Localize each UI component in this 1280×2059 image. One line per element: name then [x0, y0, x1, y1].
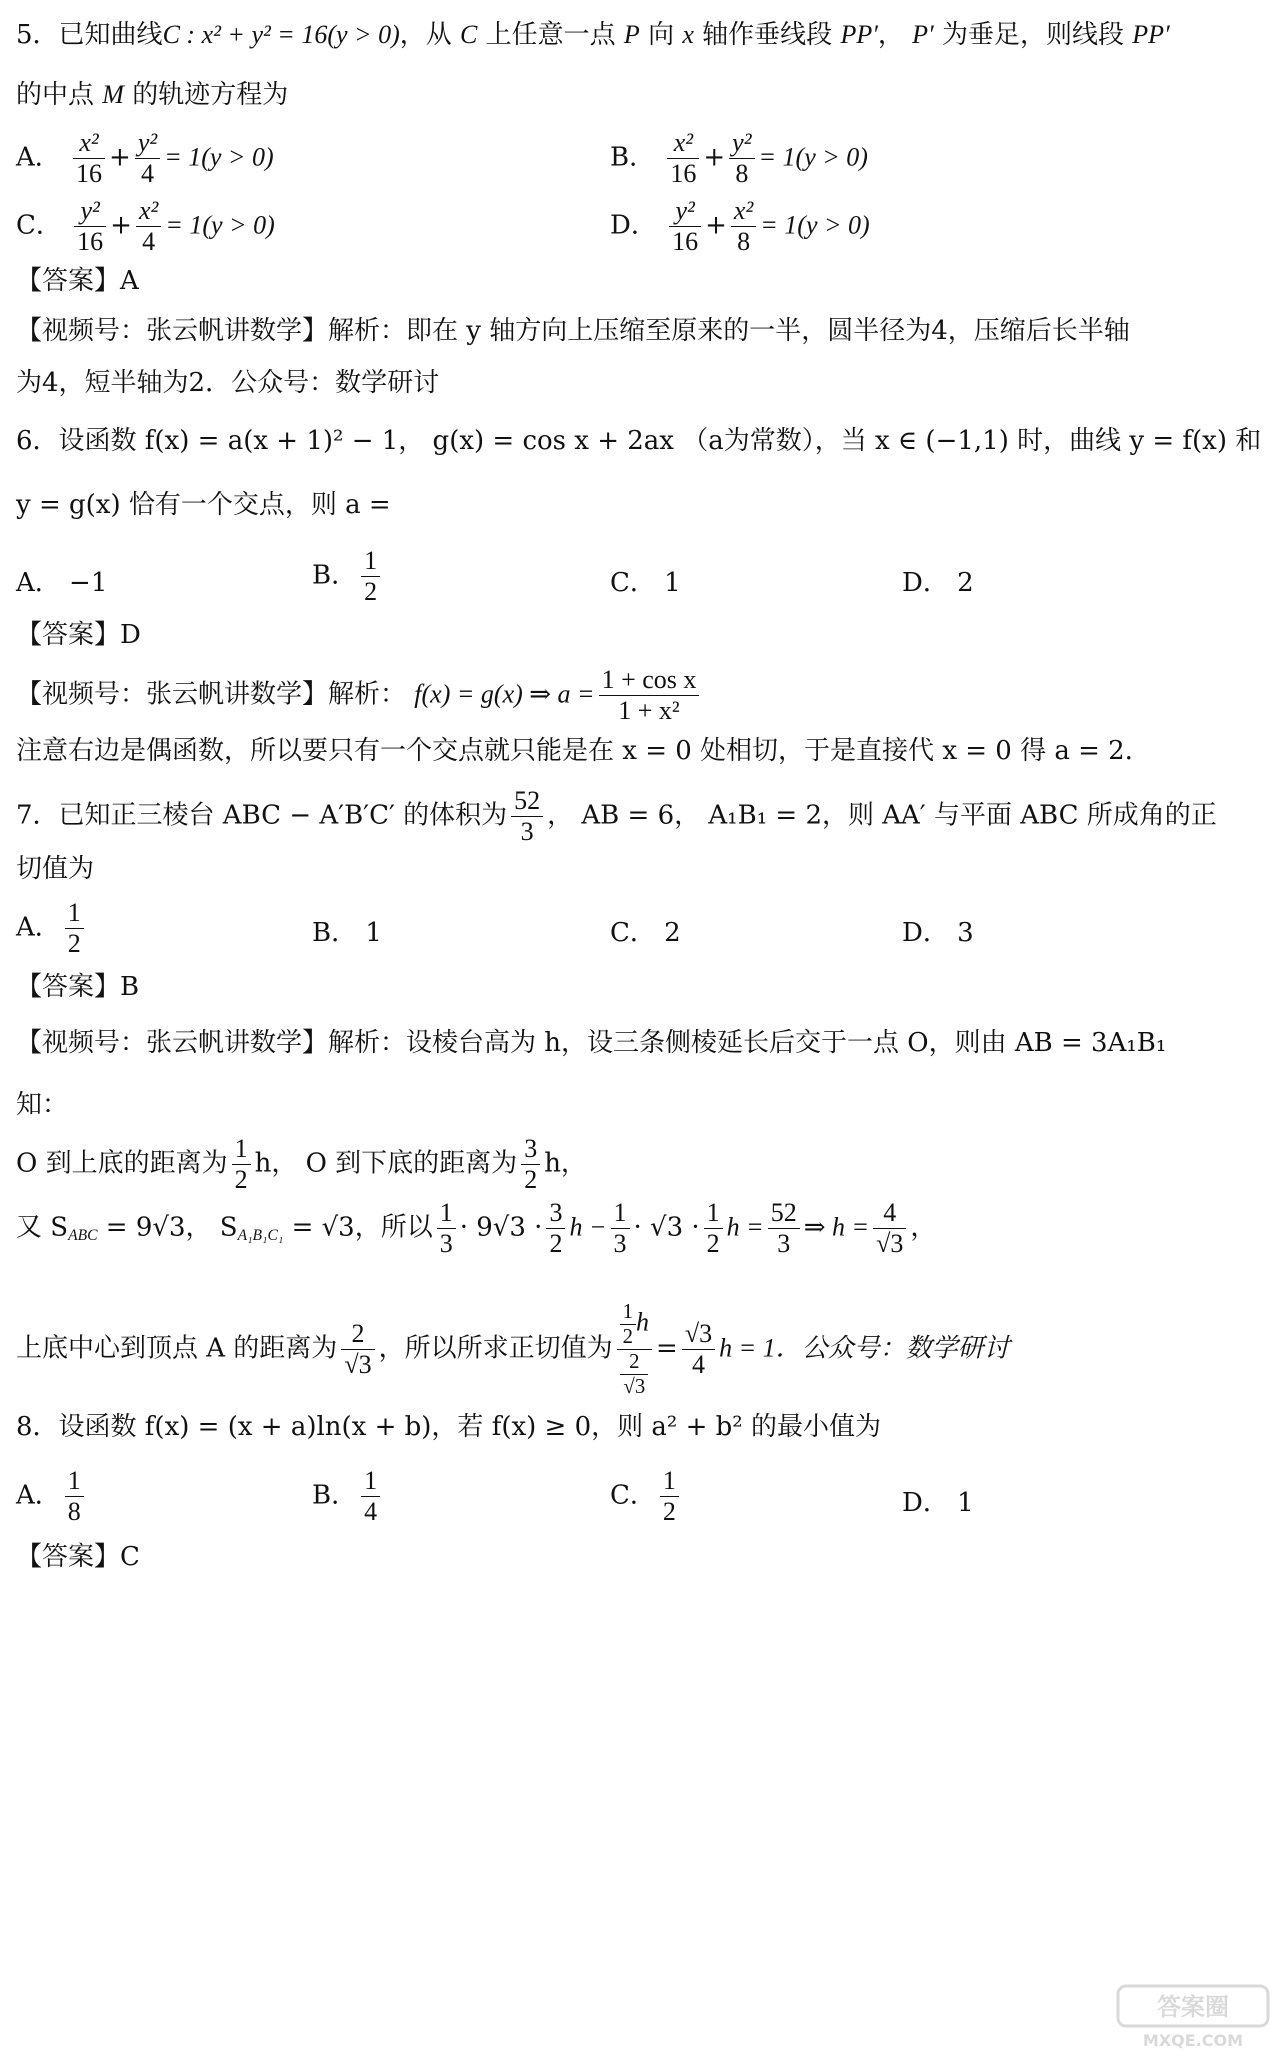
q6-solution-line1: 【视频号：张云帆讲数学】解析： f(x) = g(x) ⇒ a = $\frac{\text{1 + cos x}}{\text{1 + x²}}$: [16, 665, 1274, 726]
q7-solution-line3: O 到上底的距离为 $\frac{1}{2}$ h， O 到下底的距离为 $\frac{3}{2}$ h，: [16, 1134, 587, 1194]
q7-solution-line5: 上底中心到顶点 A 的距离为 $\frac{2}{√3}$ ，所以所求正切值为 $\frac{1}{2}$ h $\frac{2}{√3}$ = $\frac{√3}{4}$ h = 1．公众号：数学研讨: [16, 1300, 1010, 1398]
q7-solution-line4: 又 $S_{ABC} = 9√3$， $S_{A_1B_1C_1} = √3$，所以 $\frac{1}{3}$ · 9√3 · $\frac{3}{2}$ h − $\frac{1}{3}$ · √3 · $\frac{1}{2}$ h = $\frac{52}{3}$ ⇒ h = $\frac{4}{√3}$ ，: [16, 1198, 937, 1258]
q7-answer: 【答案】B: [16, 972, 140, 1002]
q6-option-a: A． −1: [16, 568, 108, 598]
q5-stem-line2: 的中点 M 的轨迹方程为: [16, 80, 289, 110]
q8-option-a: A． $\frac{1}{8}$: [16, 1466, 88, 1527]
q8-option-d: D． 1: [902, 1488, 974, 1518]
q5-solution-line1: 【视频号：张云帆讲数学】解析：即在 y 轴方向上压缩至原来的一半，圆半径为4，压缩后长半轴: [16, 316, 1130, 346]
q5-option-b: B． $\frac{\text{x²}}{16}$ + $\frac{\text{y²}}{8}$ = 1(y > 0): [610, 128, 868, 188]
q5-stem: 5．已知曲线C : x² + y² = 16(y > 0)，从 C 上任意一点 P 向 x 轴作垂线段 PP′， P′ 为垂足，则线段 PP′: [16, 20, 1170, 50]
nested-fraction: $\frac{1}{2}$ h $\frac{2}{√3}$: [617, 1300, 652, 1399]
q6-option-d: D． 2: [902, 568, 974, 598]
svg-text:MXQE.COM: MXQE.COM: [1142, 2031, 1244, 2050]
q6-stem: 6．设函数 f(x) = a(x + 1)² − 1， g(x) = cos x + 2ax （a为常数），当 x ∈ (−1,1) 时，曲线 y = f(x) 和: [16, 426, 1262, 456]
q6-solution-line2: 注意右边是偶函数，所以要只有一个交点就只能是在 x = 0 处相切，于是直接代 x = 0 得 a = 2．: [16, 736, 1151, 766]
q7-stem: 7．已知正三棱台 ABC − A′B′C′ 的体积为 $\frac{52}{3}$ ， AB = 6， A₁B₁ = 2，则 AA′ 与平面 ABC 所成角的正: [16, 786, 1217, 846]
q6-option-c: C． 1: [610, 568, 681, 598]
q5-option-a: A． $\frac{\text{x²}}{16}$ + $\frac{\text{y²}}{4}$ = 1(y > 0): [16, 128, 274, 188]
q5-option-d: D． $\frac{\text{y²}}{16}$ + $\frac{\text{x²}}{8}$ = 1(y > 0): [610, 196, 870, 256]
q7-solution-line1: 【视频号：张云帆讲数学】解析：设棱台高为 h，设三条侧棱延长后交于一点 O，则由 AB = 3A₁B₁: [16, 1028, 1167, 1058]
q5-answer: 【答案】A: [16, 266, 139, 296]
q7-option-c: C． 2: [610, 918, 681, 948]
q8-answer: 【答案】C: [16, 1542, 140, 1572]
q6-stem-line2: y = g(x) 恰有一个交点，则 a =: [16, 490, 391, 520]
q5-option-c: C． $\frac{\text{y²}}{16}$ + $\frac{\text{x²}}{4}$ = 1(y > 0): [16, 196, 275, 256]
q6-answer: 【答案】D: [16, 620, 141, 650]
q7-stem-line2: 切值为: [16, 854, 95, 884]
q8-option-c: C． $\frac{1}{2}$: [610, 1466, 683, 1527]
q5-solution-line2: 为4，短半轴为2．公众号：数学研讨: [16, 368, 440, 398]
svg-text:答案圈: 答案圈: [1157, 1993, 1229, 2021]
q6-option-b: B． $\frac{1}{2}$: [312, 546, 384, 607]
watermark-logo: [1114, 1982, 1274, 2052]
q7-solution-line2: 知：: [16, 1090, 69, 1120]
watermark-icon: [1114, 1982, 1274, 2052]
q7-option-b: B． 1: [312, 918, 382, 948]
q7-option-a: A． $\frac{1}{2}$: [16, 898, 88, 959]
q7-option-d: D． 3: [902, 918, 974, 948]
q8-stem: 8．设函数 f(x) = (x + a)ln(x + b)，若 f(x) ≥ 0，则 a² + b² 的最小值为: [16, 1412, 881, 1442]
q8-option-b: B． $\frac{1}{4}$: [312, 1466, 384, 1527]
